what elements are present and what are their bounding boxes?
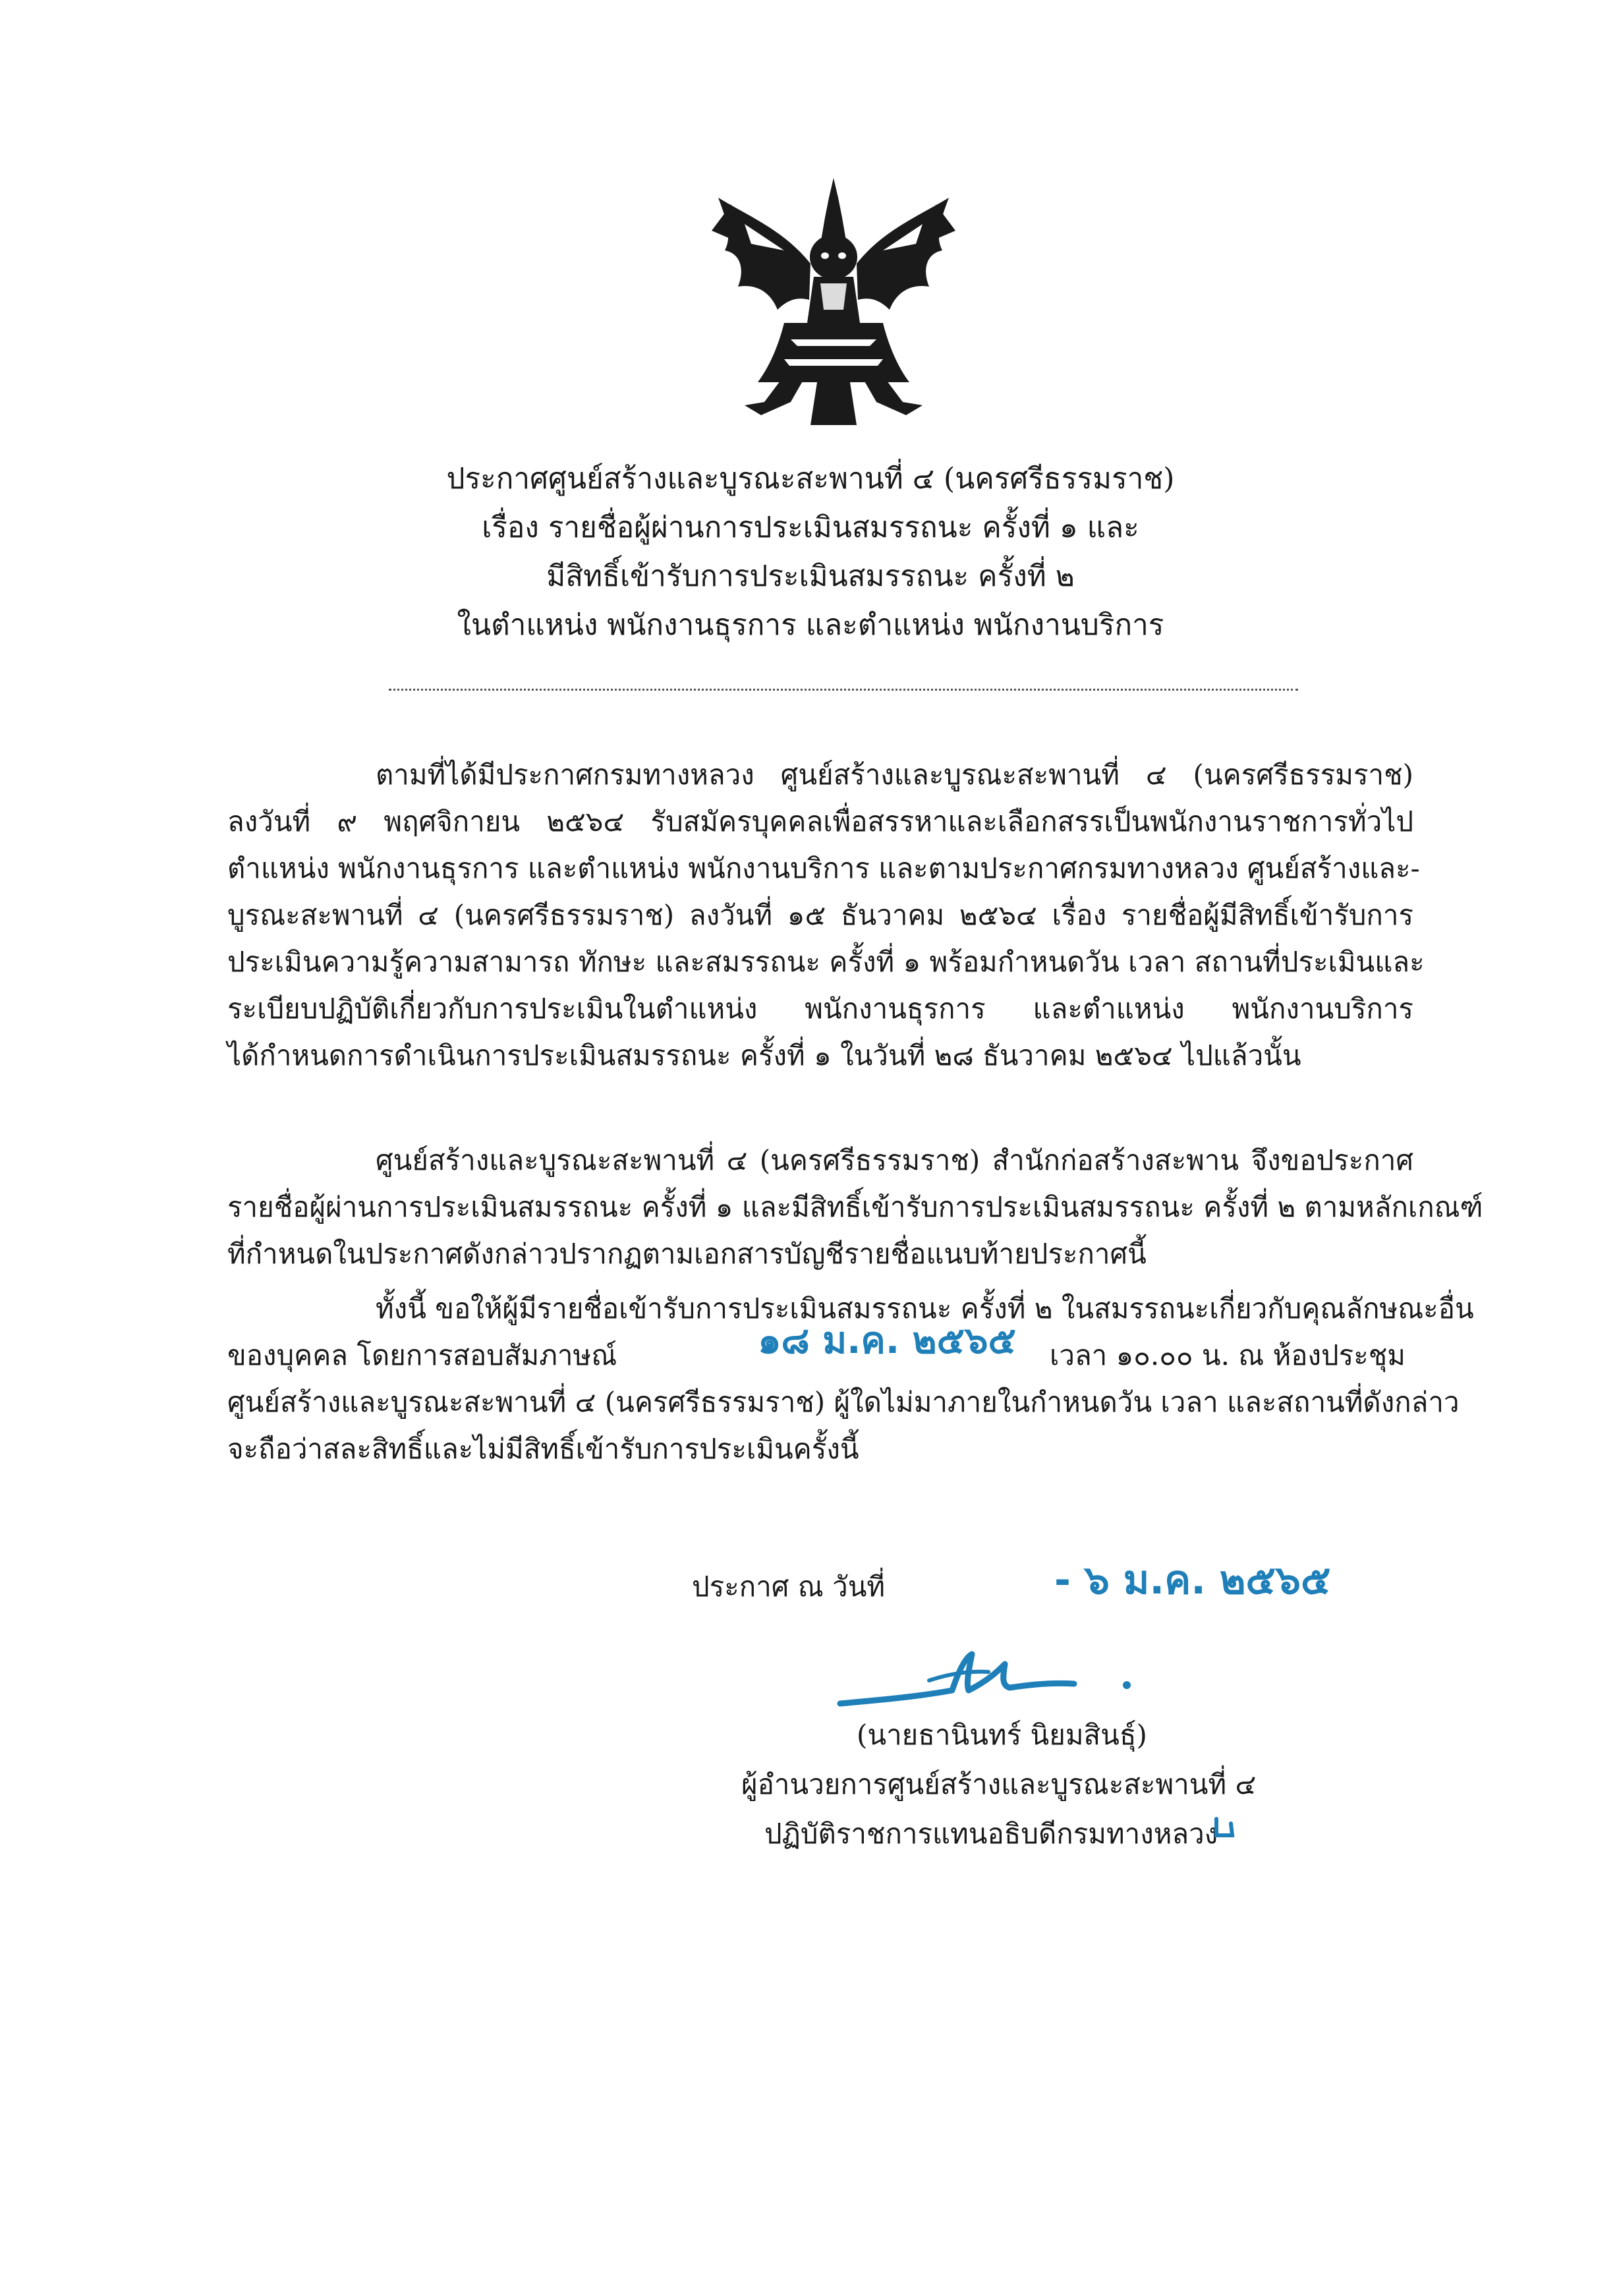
paragraph-3-line: ศูนย์สร้างและบูรณะสะพานที่ ๔ (นครศรีธรรมราช) ผู้ใดไม่มาภายในกำหนดวัน เวลา และสถานที่ดังกล่าว [227,1386,1460,1418]
title-line-3: มีสิทธิ์เข้ารับการประเมินสมรรถนะ ครั้งที่ ๒ [546,560,1075,593]
paragraph-1-line: ประเมินความรู้ความสามารถ ทักษะ และสมรรถนะ ครั้งที่ ๑ พร้อมกำหนดวัน เวลา สถานที่ประเมินและ [227,946,1425,978]
paragraph-2-line: รายชื่อผู้ผ่านการประเมินสมรรถนะ ครั้งที่ ๑ และมีสิทธิ์เข้ารับการประเมินสมรรถนะ ครั้งที่ ๒ ตามหลักเกณฑ์ [227,1191,1483,1223]
paragraph-1-line: ระเบียบปฏิบัติเกี่ยวกับการประเมินในตำแหน่ง พนักงานธุรการ และตำแหน่ง พนักงานบริการ [227,992,1413,1025]
paragraph-2-line: ที่กำหนดในประกาศดังกล่าวปรากฏตามเอกสารบัญชีรายชื่อแนบท้ายประกาศนี้ [227,1238,1147,1270]
signatory-acting-position: ปฏิบัติราชการแทนอธิบดีกรมทางหลวง [764,1818,1218,1850]
title-line-2: เรื่อง รายชื่อผู้ผ่านการประเมินสมรรถนะ ครั้งที่ ๑ และ [482,511,1139,544]
dotted-divider [389,689,1298,691]
garuda-emblem-icon [705,178,962,428]
paragraph-3 [227,1285,1474,1472]
handwritten-interview-date: ๑๘ ม.ค. ๒๕๖๕ [758,1319,1016,1362]
paragraph-1-line: ตามที่ได้มีประกาศกรมทางหลวง ศูนย์สร้างและบูรณะสะพานที่ ๔ (นครศรีธรรมราช) [376,759,1413,791]
paragraph-1-line: ลงวันที่ ๙ พฤศจิกายน ๒๕๖๔ รับสมัครบุคคลเพื่อสรรหาและเลือกสรรเป็นพนักงานราชการทั่วไป [227,805,1413,838]
paragraph-2 [227,1137,1483,1277]
announce-date-label: ประกาศ ณ วันที่ [692,1570,886,1603]
title-line-1: ประกาศศูนย์สร้างและบูรณะสะพานที่ ๔ (นครศรีธรรมราช) [446,462,1175,496]
announcement-title [369,455,1252,650]
title-line-4: ในตำแหน่ง พนักงานธุรการ และตำแหน่ง พนักงานบริการ [457,608,1164,642]
paragraph-1-line: ได้กำหนดการดำเนินการประเมินสมรรถนะ ครั้งที่ ๑ ในวันที่ ๒๘ ธันวาคม ๒๕๖๔ ไปแล้วนั้น [227,1039,1301,1072]
signatory-position: ผู้อำนวยการศูนย์สร้างและบูรณะสะพานที่ ๔ [741,1768,1257,1800]
paragraph-1 [227,751,1425,1079]
paragraph-2-line: ศูนย์สร้างและบูรณะสะพานที่ ๔ (นครศรีธรรมราช) สำนักก่อสร้างสะพาน จึงขอประกาศ [376,1144,1413,1176]
paragraph-1-line: บูรณะสะพานที่ ๔ (นครศรีธรรมราช) ลงวันที่ ๑๕ ธันวาคม ๒๕๖๔ เรื่อง รายชื่อผู้มีสิทธิ์เข้ารับการ [227,899,1413,931]
handwritten-announce-date: - ๖ ม.ค. ๒๕๖๕ [1054,1557,1331,1603]
paragraph-1-line: ตำแหน่ง พนักงานธุรการ และตำแหน่ง พนักงานบริการ และตามประกาศกรมทางหลวง ศูนย์สร้างและ- [227,852,1420,884]
signature [837,1644,1140,1717]
paragraph-3-line-with-date [227,1319,1413,1379]
paragraph-3-line: จะถือว่าสละสิทธิ์และไม่มีสิทธิ์เข้ารับการประเมินครั้งนี้ [227,1433,859,1465]
signatory-name: (นายธานินทร์ นิยมสินธุ์) [857,1719,1147,1751]
interview-label: ของบุคคล โดยการสอบสัมภาษณ์ [227,1339,617,1371]
interview-time-location: เวลา ๑๐.๐๐ น. ณ ห้องประชุม [1050,1339,1406,1371]
paragraph-3-line: ทั้งนี้ ขอให้ผู้มีรายชื่อเข้ารับการประเมินสมรรถนะ ครั้งที่ ๒ ในสมรรถนะเกี่ยวกับคุณลักษณะอื่น [376,1292,1474,1325]
handwritten-initial-mark [1211,1809,1237,1842]
